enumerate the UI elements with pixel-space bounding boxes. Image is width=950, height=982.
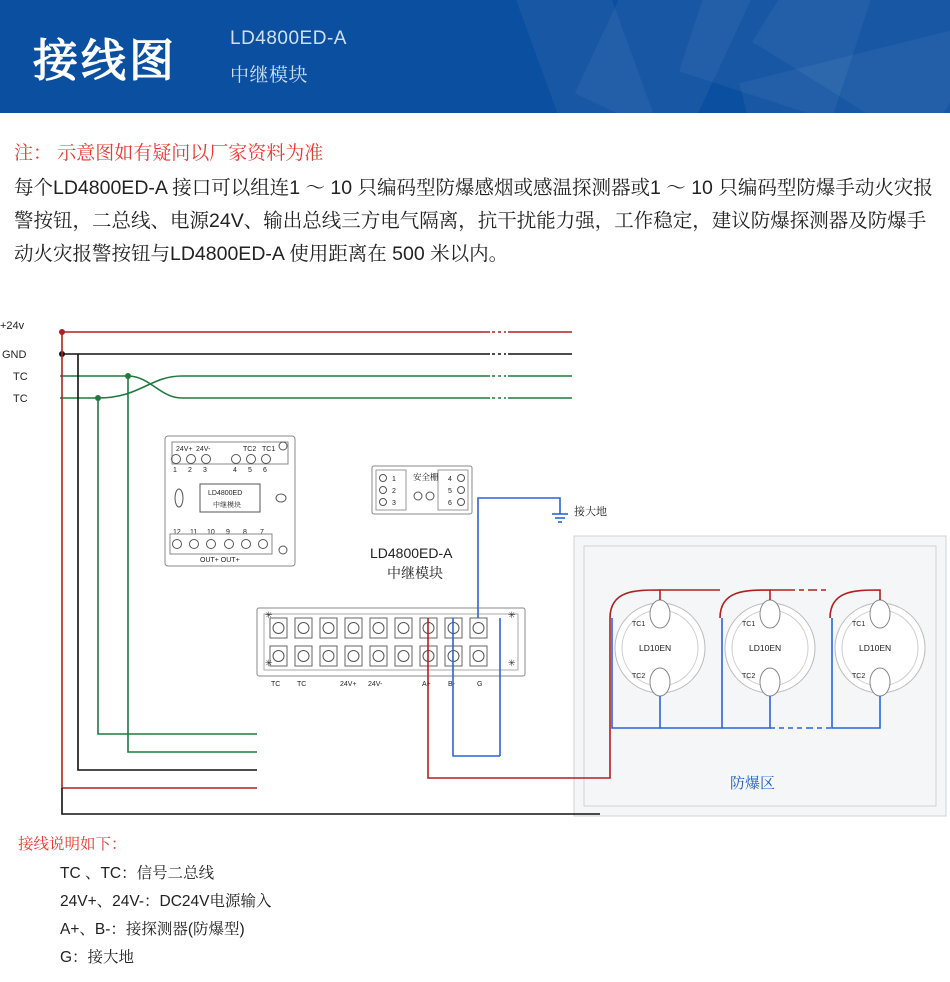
svg-text:4: 4 xyxy=(233,467,237,474)
svg-text:6: 6 xyxy=(448,500,452,507)
detector-tc2: TC2 xyxy=(852,673,866,680)
note-body: 每个LD4800ED-A 接口可以组连1 ～ 10 只编码型防爆感烟或感温探测器或1 ～ 10 只编码型防爆手动火灾报警按钮，二总线、电源24V、输出总线三方电气隔离，抗干扰能力强，工作稳定，建议防爆探测器及防爆手动火灾报警按钮与LD4800ED-A 使用距离在 500 米以内。 xyxy=(14,177,933,265)
detector-tc1: TC1 xyxy=(632,621,646,628)
module-name-1: LD4800ED xyxy=(208,490,243,497)
terminal-label-g: G xyxy=(477,681,483,688)
legend-item: 24V+、24V-：DC24V电源输入 xyxy=(60,893,272,910)
detector-tc2: TC2 xyxy=(742,673,756,680)
svg-text:3: 3 xyxy=(203,467,207,474)
svg-text:4: 4 xyxy=(448,476,452,483)
wiring-diagram xyxy=(0,318,950,828)
ground-label: 接大地 xyxy=(574,506,607,518)
terminal-label-24vm: 24V- xyxy=(368,681,383,688)
caption-name: 中继模块 xyxy=(387,565,443,581)
legend-item: A+、B-：接探测器(防爆型) xyxy=(60,921,245,938)
caption-model: LD4800ED-A xyxy=(370,545,453,561)
svg-text:7: 7 xyxy=(260,529,264,536)
svg-text:3: 3 xyxy=(392,500,396,507)
svg-text:2: 2 xyxy=(392,488,396,495)
terminal-label-ap: A+ xyxy=(422,681,431,688)
legend-title: 接线说明如下： xyxy=(18,836,127,853)
bus-label-tc1: TC xyxy=(13,371,28,383)
module-tc2: TC2 xyxy=(243,446,257,453)
svg-text:8: 8 xyxy=(243,529,247,536)
svg-text:2: 2 xyxy=(188,467,192,474)
svg-text:✳: ✳ xyxy=(508,658,516,668)
terminal-label-24vp: 24V+ xyxy=(340,681,357,688)
svg-text:11: 11 xyxy=(190,529,198,536)
detector-tc1: TC1 xyxy=(742,621,756,628)
svg-text:5: 5 xyxy=(448,488,452,495)
module-tc1: TC1 xyxy=(262,446,276,453)
legend-item: G：接大地 xyxy=(60,949,135,966)
bus-label-tc2: TC xyxy=(13,393,28,405)
barrier-title: 安全栅 xyxy=(413,472,439,482)
module-out-label: OUT+ OUT+ xyxy=(200,557,240,564)
svg-text:✳: ✳ xyxy=(508,610,516,620)
detector-name: LD10EN xyxy=(639,643,672,653)
svg-text:1: 1 xyxy=(173,467,177,474)
legend-list xyxy=(60,860,271,972)
svg-text:✳: ✳ xyxy=(265,658,273,668)
svg-text:5: 5 xyxy=(248,467,252,474)
bus-label-gnd: GND xyxy=(2,349,27,361)
detector-name: LD10EN xyxy=(859,643,892,653)
terminal-label-tc2: TC xyxy=(297,681,307,688)
detector-tc1: TC1 xyxy=(852,621,866,628)
svg-text:6: 6 xyxy=(263,467,267,474)
svg-text:1: 1 xyxy=(392,476,396,483)
module-24vminus: 24V- xyxy=(196,446,211,453)
header-model: LD4800ED-A xyxy=(230,28,347,49)
svg-text:9: 9 xyxy=(226,529,230,536)
legend-item: TC 、TC：信号二总线 xyxy=(60,865,215,882)
terminal-label-bm: B- xyxy=(448,681,455,688)
header-subtitle: 中继模块 xyxy=(230,65,309,86)
bus-label-24v: +24v xyxy=(0,320,25,332)
page-title: 接线图 xyxy=(33,34,178,87)
svg-text:✳: ✳ xyxy=(265,610,273,620)
ex-zone-label: 防爆区 xyxy=(730,775,776,792)
detector-name: LD10EN xyxy=(749,643,782,653)
page-header xyxy=(0,0,950,113)
note-warning: 注： 示意图如有疑问以厂家资料为准 xyxy=(14,143,324,164)
module-name-2: 中继模块 xyxy=(213,502,241,509)
svg-text:12: 12 xyxy=(173,529,181,536)
module-24vplus: 24V+ xyxy=(176,446,193,453)
svg-text:10: 10 xyxy=(207,529,215,536)
terminal-label-tc1: TC xyxy=(271,681,281,688)
detector-tc2: TC2 xyxy=(632,673,646,680)
